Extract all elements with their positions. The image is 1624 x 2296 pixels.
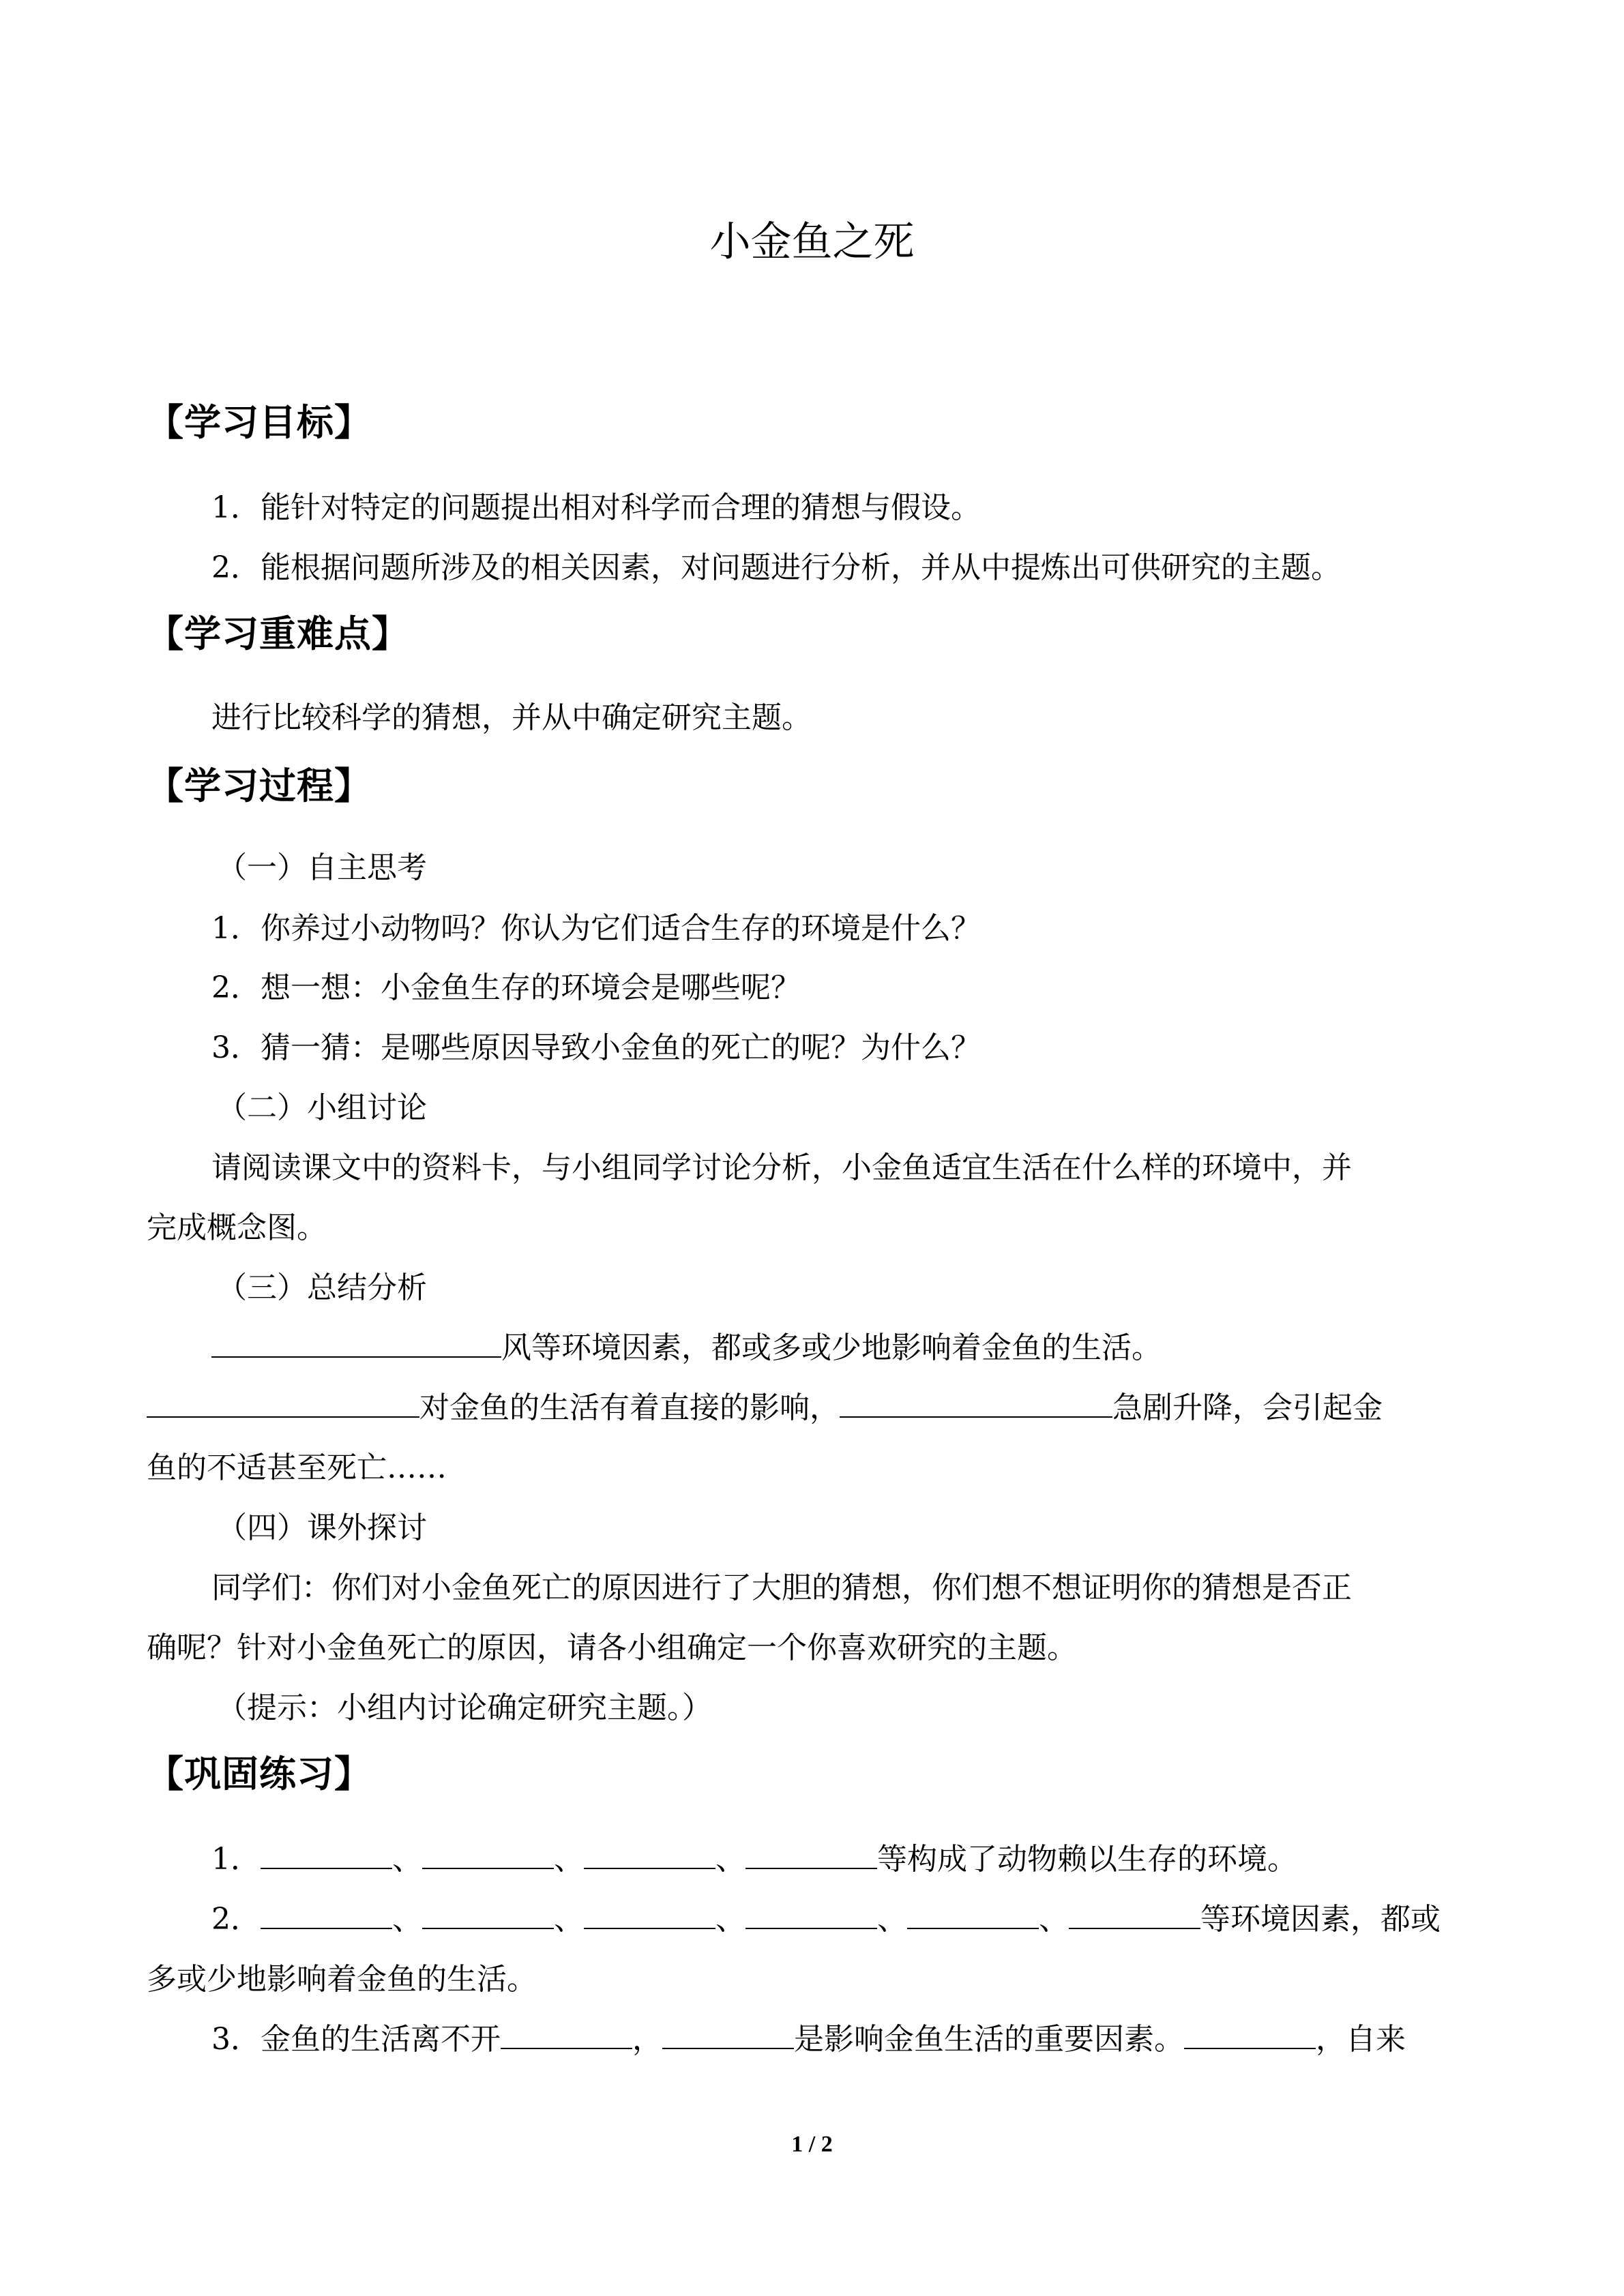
part3-text: 风等环境因素，都或多或少地影响着金鱼的生活。	[501, 1330, 1162, 1365]
part4-hint: （提示：小组内讨论确定研究主题。）	[217, 1690, 712, 1725]
fill-blank[interactable]	[840, 1389, 1112, 1418]
fill-blank[interactable]	[1069, 1900, 1200, 1929]
fill-blank[interactable]	[261, 1900, 392, 1929]
question-text: 3．金鱼的生活离不开	[211, 2022, 501, 2057]
question-text: ，自来	[1316, 2022, 1406, 2057]
key-points-text: 进行比较科学的猜想，并从中确定研究主题。	[211, 700, 812, 735]
part3-text: 急剧升降，会引起金	[1112, 1390, 1383, 1425]
goal-item: 2．能根据问题所涉及的相关因素，对问题进行分析，并从中提炼出可供研究的主题。	[211, 550, 1341, 585]
part2-text: 请阅读课文中的资料卡，与小组同学讨论分析，小金鱼适宜生活在什么样的环境中，并	[211, 1150, 1352, 1185]
page-number: 1 / 2	[791, 2132, 833, 2157]
fill-blank[interactable]	[422, 1840, 554, 1869]
separator: 、	[1039, 1902, 1069, 1937]
separator: 、	[392, 1902, 422, 1937]
part2-text: 完成概念图。	[147, 1210, 327, 1245]
question-number: 1．	[211, 1842, 261, 1877]
part1-label: （一）自主思考	[217, 850, 427, 885]
fill-blank[interactable]	[147, 1389, 419, 1418]
fill-blank[interactable]	[261, 1840, 392, 1869]
fill-blank[interactable]	[907, 1900, 1039, 1929]
separator: 、	[392, 1842, 422, 1877]
page-title: 小金鱼之死	[709, 218, 915, 266]
question-text: 是影响金鱼生活的重要因素。	[794, 2022, 1184, 2057]
question-text: 等环境因素，都或	[1200, 1902, 1441, 1937]
separator: 、	[877, 1902, 907, 1937]
section-heading-process: 【学习过程】	[147, 764, 372, 807]
goal-item: 1．能针对特定的问题提出相对科学而合理的猜想与假设。	[211, 490, 981, 525]
part3-fill-line-2	[147, 1388, 1383, 1429]
fill-blank[interactable]	[211, 1329, 501, 1358]
fill-blank[interactable]	[745, 1900, 877, 1929]
section-heading-practice: 【巩固练习】	[147, 1753, 372, 1795]
section-heading-goals: 【学习目标】	[147, 401, 372, 444]
fill-blank[interactable]	[422, 1900, 554, 1929]
practice-question-3	[211, 2019, 1406, 2060]
part4-label: （四）课外探讨	[217, 1510, 427, 1545]
fill-blank[interactable]	[584, 1840, 715, 1869]
separator: 、	[554, 1902, 584, 1937]
part4-text: 确呢？针对小金鱼死亡的原因，请各小组确定一个你喜欢研究的主题。	[147, 1630, 1077, 1665]
question-text: 多或少地影响着金鱼的生活。	[147, 1962, 537, 1997]
fill-blank[interactable]	[501, 2021, 632, 2049]
question-text: 等构成了动物赖以生存的环境。	[877, 1842, 1297, 1877]
separator: 、	[715, 1902, 745, 1937]
fill-blank[interactable]	[745, 1840, 877, 1869]
part2-label: （二）小组讨论	[217, 1090, 427, 1125]
fill-blank[interactable]	[1184, 2021, 1316, 2049]
fill-blank[interactable]	[584, 1900, 715, 1929]
part1-item: 3．猜一猜：是哪些原因导致小金鱼的死亡的呢？为什么？	[211, 1030, 981, 1065]
part3-text: 鱼的不适甚至死亡……	[147, 1450, 447, 1485]
fill-blank[interactable]	[662, 2021, 794, 2049]
separator: 、	[554, 1842, 584, 1877]
part4-text: 同学们：你们对小金鱼死亡的原因进行了大胆的猜想，你们想不想证明你的猜想是否正	[211, 1570, 1352, 1605]
part3-fill-line-1	[211, 1328, 1162, 1369]
part1-item: 2．想一想：小金鱼生存的环境会是哪些呢？	[211, 970, 801, 1005]
part3-text: 对金鱼的生活有着直接的影响，	[419, 1390, 840, 1425]
question-number: 2．	[211, 1902, 261, 1937]
practice-question-2	[211, 1899, 1441, 1940]
section-heading-key-points: 【学习重难点】	[147, 612, 409, 655]
practice-question-1	[211, 1839, 1297, 1880]
part1-item: 1．你养过小动物吗？你认为它们适合生存的环境是什么？	[211, 911, 981, 946]
question-text: ，	[632, 2022, 662, 2057]
part3-label: （三）总结分析	[217, 1270, 427, 1305]
separator: 、	[715, 1842, 745, 1877]
